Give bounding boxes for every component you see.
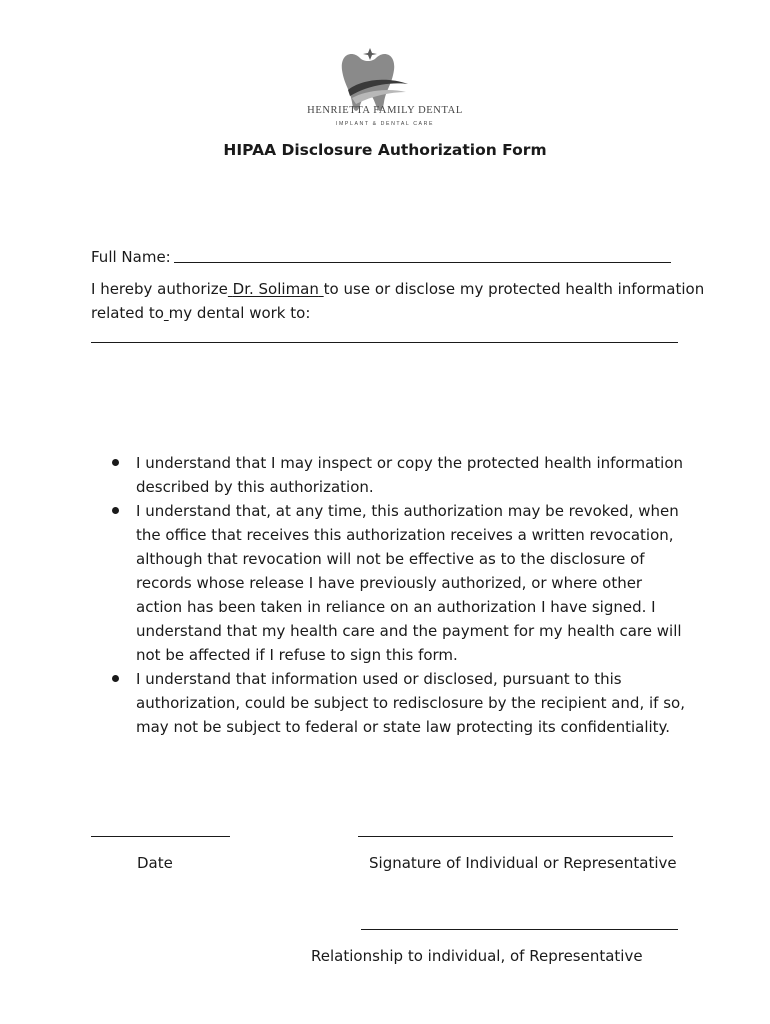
tooth-logo-icon <box>290 40 480 140</box>
signature-label: Signature of Individual or Representative <box>369 854 677 872</box>
authorize-suffix: to use or disclose my protected health information <box>323 280 705 298</box>
acknowledgement-list <box>108 451 693 739</box>
statement-text: I understand that information used or disclosed, pursuant to this authorization, could be subject to redisclosure by the recipient and, if so, may not be subject to federal or state law protecting its confidentiality. <box>136 670 685 736</box>
statement-text: I understand that I may inspect or copy the protected health information described by this authorization. <box>136 454 684 496</box>
bullet-icon <box>112 459 119 466</box>
list-item <box>108 451 693 499</box>
provider-name: Dr. Soliman <box>232 280 319 298</box>
bullet-icon <box>112 675 119 682</box>
authorize-related: related to <box>91 304 164 322</box>
recipient-field[interactable] <box>91 342 678 343</box>
date-field[interactable] <box>91 836 230 837</box>
full-name-row <box>91 245 171 269</box>
full-name-field[interactable] <box>174 262 671 263</box>
date-label: Date <box>137 854 173 872</box>
list-item <box>108 499 693 667</box>
statement-text: I understand that, at any time, this authorization may be revoked, when the office that receives this authorization receives a written revocation, although that revocation will not be effective as to the disclosure of records whose release I have previously authorized, or where other action has been taken in reliance on an authorization I have signed. I understand that my health care and the payment for my health care will not be affected if I refuse to sign this form. <box>136 502 682 664</box>
authorization-line-1 <box>91 277 704 301</box>
list-item <box>108 667 693 739</box>
form-title: HIPAA Disclosure Authorization Form <box>223 141 547 159</box>
svg-text:HENRIETTA FAMILY DENTAL: HENRIETTA FAMILY DENTAL <box>307 105 463 116</box>
signature-field[interactable] <box>358 836 673 837</box>
authorize-prefix: I hereby authorize <box>91 280 228 298</box>
relationship-field[interactable] <box>361 929 678 930</box>
authorization-line-2 <box>91 301 310 325</box>
authorize-work: my dental work to: <box>168 304 311 322</box>
bullet-icon <box>112 507 119 514</box>
full-name-label: Full Name: <box>91 248 171 266</box>
relationship-label: Relationship to individual, of Representative <box>311 947 643 965</box>
practice-logo <box>290 40 480 140</box>
svg-text:IMPLANT & DENTAL CARE: IMPLANT & DENTAL CARE <box>335 121 435 127</box>
